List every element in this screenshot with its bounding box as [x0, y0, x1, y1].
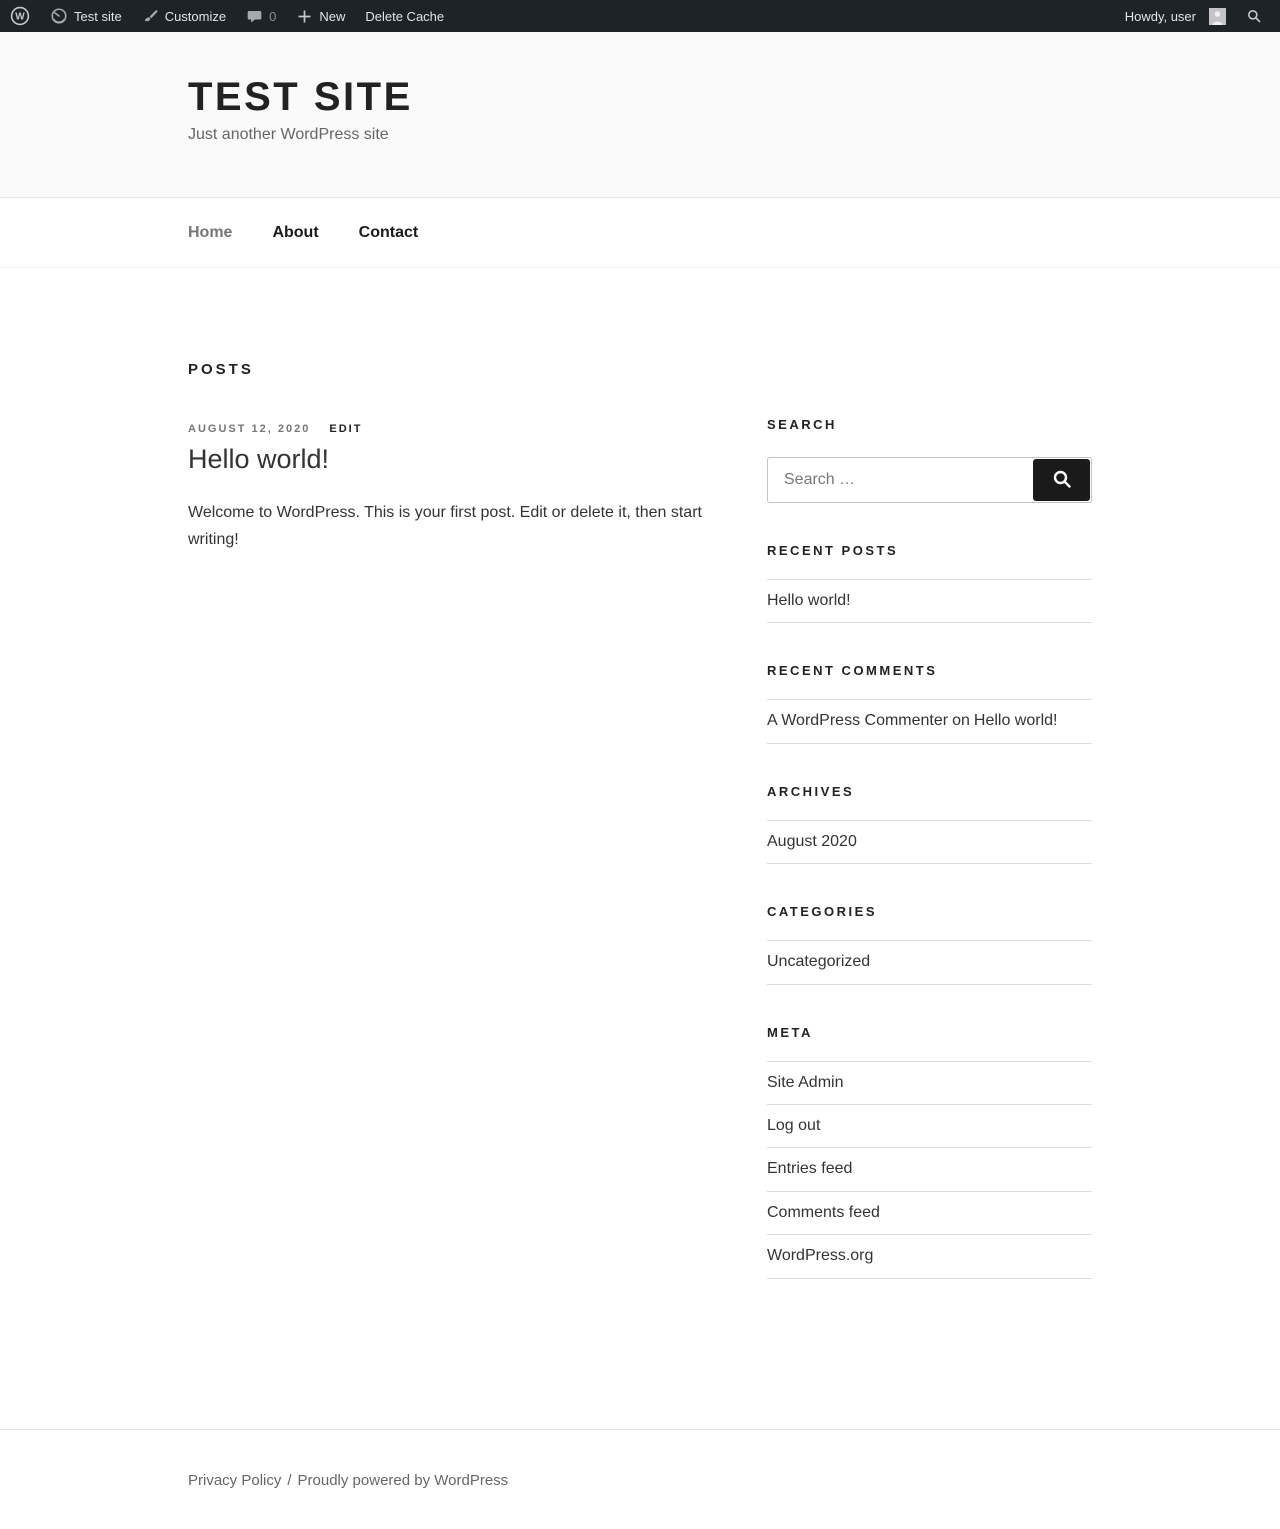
admin-bar-left	[0, 0, 454, 32]
meta-item	[767, 1235, 1092, 1278]
post-title-link[interactable]: Hello world!	[188, 444, 330, 474]
main-content	[188, 361, 1092, 1319]
recent-posts-widget	[767, 543, 1092, 623]
nav-item-contact[interactable]: Contact	[358, 223, 419, 241]
wordpress-logo-menu[interactable]	[0, 0, 40, 32]
entries-feed-link[interactable]: Entries feed	[767, 1160, 853, 1178]
nav-item-home[interactable]: Home	[188, 223, 233, 241]
comments-menu[interactable]	[236, 0, 286, 32]
site-tagline: Just another WordPress site	[188, 126, 389, 143]
edit-link[interactable]: EDIT	[329, 423, 363, 435]
post-date-link[interactable]: AUGUST 12, 2020	[188, 423, 311, 435]
comment-post-link[interactable]: Hello world!	[973, 712, 1058, 730]
comment-bubble-icon	[246, 8, 263, 25]
main-nav	[0, 198, 1280, 268]
brush-icon	[142, 8, 159, 25]
category-item	[767, 941, 1092, 984]
search-widget	[767, 417, 1092, 503]
delete-cache-label: Delete Cache	[365, 8, 445, 24]
meta-item	[767, 1148, 1092, 1191]
customize-menu[interactable]	[132, 0, 236, 32]
comment-author-link[interactable]: A WordPress Commenter	[767, 712, 949, 730]
wordpress-org-link[interactable]: WordPress.org	[767, 1247, 874, 1265]
recent-comment-item	[767, 700, 1092, 743]
meta-item	[767, 1105, 1092, 1148]
recent-comments-title: RECENT COMMENTS	[767, 663, 938, 679]
footer-separator: /	[287, 1471, 292, 1489]
delete-cache-menu[interactable]	[355, 0, 454, 32]
my-account-menu[interactable]	[1115, 0, 1236, 32]
new-label: New	[319, 8, 346, 24]
nav-item-about[interactable]: About	[272, 223, 319, 241]
search-form	[767, 457, 1092, 503]
categories-widget	[767, 904, 1092, 984]
meta-widget	[767, 1025, 1092, 1279]
archives-widget	[767, 784, 1092, 864]
meta-title: META	[767, 1024, 813, 1040]
site-name-label: Test site	[74, 8, 122, 24]
dashboard-gauge-icon	[50, 7, 68, 25]
site-footer	[0, 1429, 1280, 1529]
svg-text:W: W	[15, 11, 25, 23]
admin-bar	[0, 0, 1280, 32]
archive-link[interactable]: August 2020	[767, 832, 857, 850]
recent-posts-title: RECENT POSTS	[767, 543, 899, 558]
search-widget-title: SEARCH	[767, 417, 837, 432]
powered-by-link[interactable]: Proudly powered by WordPress	[297, 1471, 509, 1489]
plus-icon	[296, 8, 313, 25]
category-link[interactable]: Uncategorized	[767, 953, 871, 971]
site-name-menu[interactable]	[40, 0, 132, 32]
comment-count: 0	[269, 8, 277, 24]
new-content-menu[interactable]	[286, 0, 355, 32]
search-submit-button[interactable]	[1033, 459, 1090, 501]
search-icon	[1051, 468, 1073, 493]
log-out-link[interactable]: Log out	[767, 1116, 821, 1134]
customize-label: Customize	[164, 8, 227, 24]
comment-on-text: on	[952, 712, 970, 730]
meta-item	[767, 1192, 1092, 1235]
page-title: POSTS	[188, 361, 254, 378]
archive-item	[767, 821, 1092, 864]
recent-post-item	[767, 580, 1092, 623]
meta-item	[767, 1062, 1092, 1105]
wordpress-logo-icon	[10, 6, 30, 26]
site-admin-link[interactable]: Site Admin	[767, 1073, 844, 1091]
posts-column	[188, 361, 736, 1319]
howdy-label: Howdy, user	[1124, 8, 1196, 24]
user-avatar	[1209, 8, 1226, 25]
post-body: Welcome to WordPress. This is your first post. Edit or delete it, then start writing!	[188, 504, 702, 549]
sidebar	[767, 417, 1092, 1319]
recent-post-link[interactable]: Hello world!	[767, 592, 851, 609]
archives-title: ARCHIVES	[767, 783, 855, 799]
categories-title: CATEGORIES	[767, 904, 877, 920]
admin-search-icon	[1246, 8, 1262, 24]
privacy-policy-link[interactable]: Privacy Policy	[188, 1471, 282, 1489]
site-header	[0, 32, 1280, 198]
admin-search-button[interactable]	[1236, 0, 1272, 32]
recent-comments-widget	[767, 663, 1092, 743]
comments-feed-link[interactable]: Comments feed	[767, 1203, 880, 1221]
admin-bar-right	[1115, 0, 1280, 32]
entry-meta	[188, 423, 736, 435]
post-article	[188, 423, 736, 553]
site-title[interactable]: TEST SITE	[188, 75, 413, 119]
